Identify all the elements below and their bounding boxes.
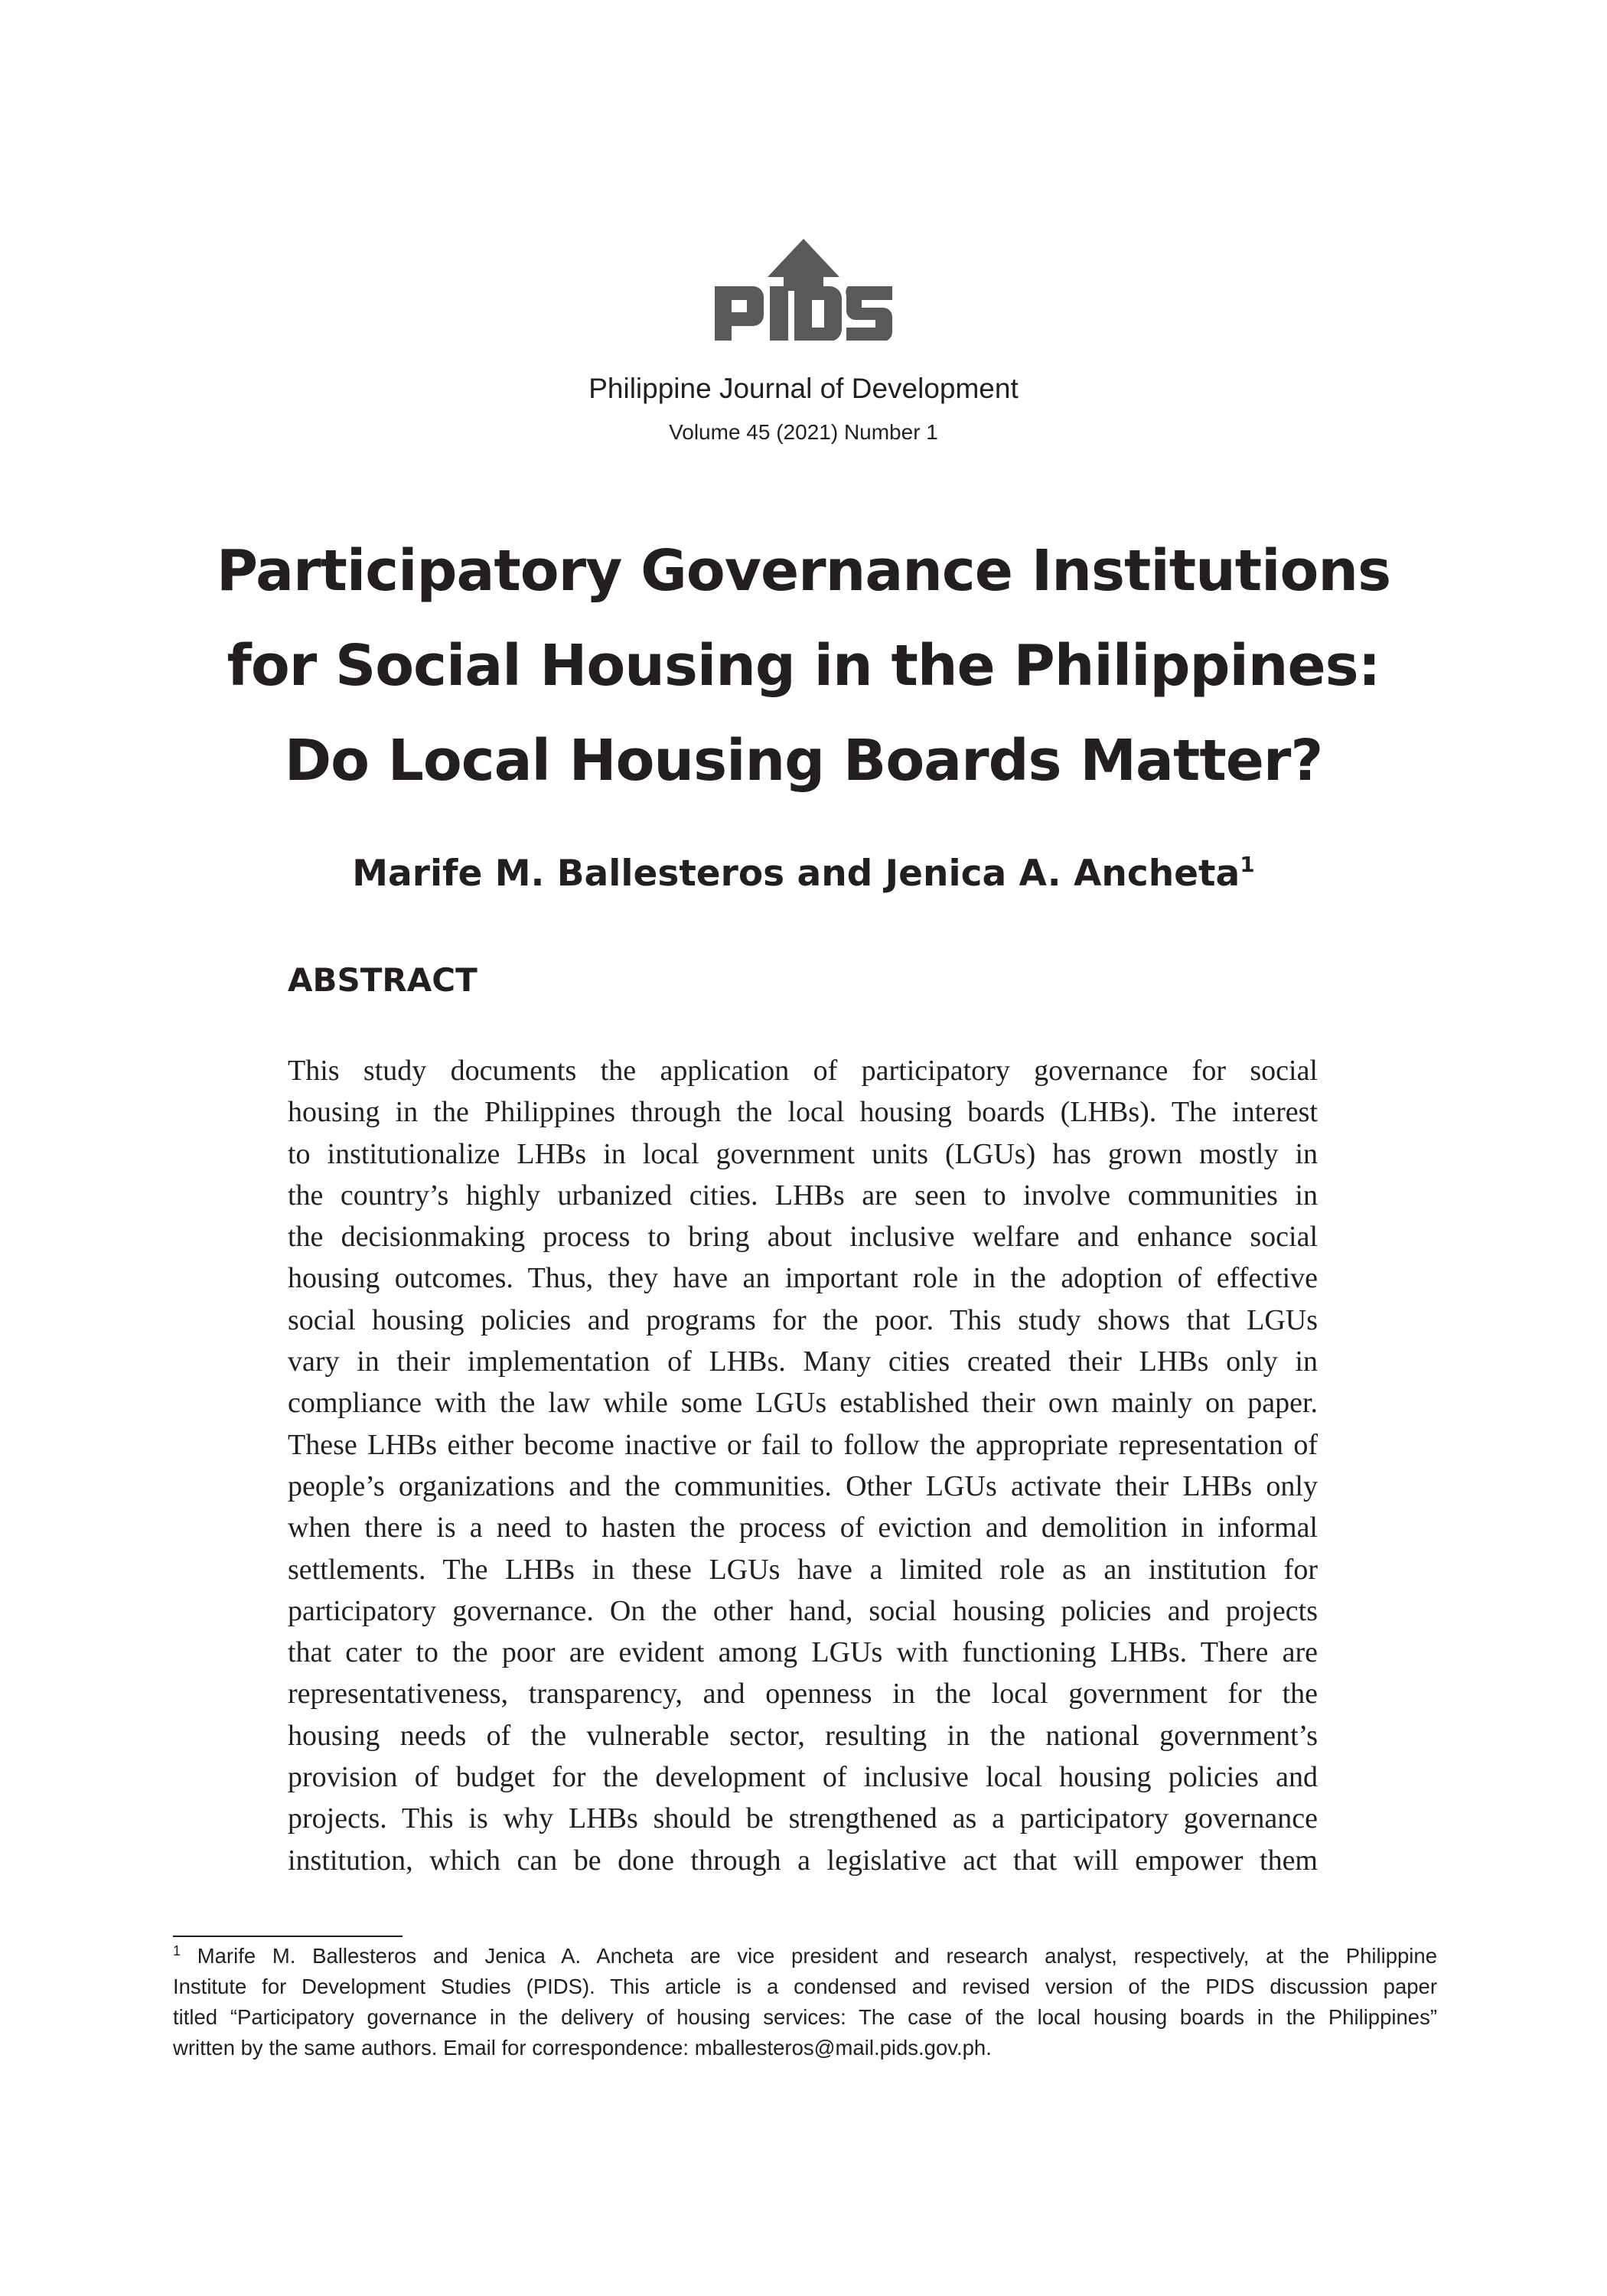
pids-logo xyxy=(712,237,895,341)
footnote-line: Institute for Development Studies (PIDS). This article is a condensed and revised version of the PIDS discussion paper xyxy=(173,1975,1437,1998)
abstract-line: institution, which can be done through a legislative act that will empower them xyxy=(288,1844,1318,1877)
abstract-line: the country’s highly urbanized cities. LHBs are seen to involve communities in xyxy=(288,1179,1318,1212)
abstract-line: representativeness, transparency, and openness in the local government for the xyxy=(288,1678,1318,1711)
abstract-line: participatory governance. On the other hand, social housing policies and projects xyxy=(288,1594,1318,1627)
author-names: Marife M. Ballesteros and Jenica A. Ancheta xyxy=(352,853,1240,895)
abstract-line: the decisionmaking process to bring about inclusive welfare and enhance social xyxy=(288,1221,1318,1254)
abstract-line: settlements. The LHBs in these LGUs have a limited role as an institution for xyxy=(288,1553,1318,1586)
authors xyxy=(0,851,1607,897)
footnote-mark: 1 xyxy=(173,1943,181,1958)
footnote-line[interactable]: written by the same authors. Email for correspondence: mballesteros@mail.pids.gov.ph. xyxy=(173,2036,992,2060)
abstract-line: projects. This is why LHBs should be strengthened as a participatory governance xyxy=(288,1802,1318,1835)
abstract-line: provision of budget for the development of inclusive local housing policies and xyxy=(288,1761,1318,1794)
abstract-heading: ABSTRACT xyxy=(288,961,478,999)
abstract-line: people’s organizations and the communities. Other LGUs activate their LHBs only xyxy=(288,1469,1318,1502)
footnote-text: Marife M. Ballesteros and Jenica A. Ancheta are vice president and research analyst, respectively, at the Philippine xyxy=(197,1944,1437,1968)
footnote-reference[interactable]: 1 xyxy=(1240,852,1255,877)
title-line: for Social Housing in the Philippines: xyxy=(227,633,1380,699)
footnote-line: titled “Participatory governance in the delivery of housing services: The case of the local housing boards in the Philippines” xyxy=(173,2005,1437,2029)
abstract-line: This study documents the application of participatory governance for social xyxy=(288,1055,1318,1087)
abstract-line: These LHBs either become inactive or fail to follow the appropriate representation of xyxy=(288,1428,1318,1461)
abstract-line: that cater to the poor are evident among LGUs with functioning LHBs. There are xyxy=(288,1636,1318,1669)
article-title xyxy=(115,523,1492,808)
abstract-body xyxy=(288,1050,1318,1881)
abstract-line: when there is a need to hasten the process of eviction and demolition in informal xyxy=(288,1512,1318,1544)
journal-name: Philippine Journal of Development xyxy=(588,373,1019,404)
footnote-line xyxy=(173,1941,1437,1971)
abstract-line: housing needs of the vulnerable sector, resulting in the national government’s xyxy=(288,1719,1318,1752)
abstract-line: housing outcomes. Thus, they have an important role in the adoption of effective xyxy=(288,1262,1318,1295)
abstract-line: vary in their implementation of LHBs. Many cities created their LHBs only in xyxy=(288,1345,1318,1378)
abstract-line: social housing policies and programs for the poor. This study shows that LGUs xyxy=(288,1303,1318,1336)
title-line: Do Local Housing Boards Matter? xyxy=(284,728,1323,794)
abstract-line: compliance with the law while some LGUs established their own mainly on paper. xyxy=(288,1387,1318,1420)
journal-volume: Volume 45 (2021) Number 1 xyxy=(669,420,938,444)
abstract-line: to institutionalize LHBs in local government units (LGUs) has grown mostly in xyxy=(288,1137,1318,1170)
abstract-line: housing in the Philippines through the local housing boards (LHBs). The interest xyxy=(288,1096,1318,1129)
footnote xyxy=(173,1941,1437,2063)
footnote-divider xyxy=(173,1936,403,1937)
title-line: Participatory Governance Institutions xyxy=(216,538,1391,604)
